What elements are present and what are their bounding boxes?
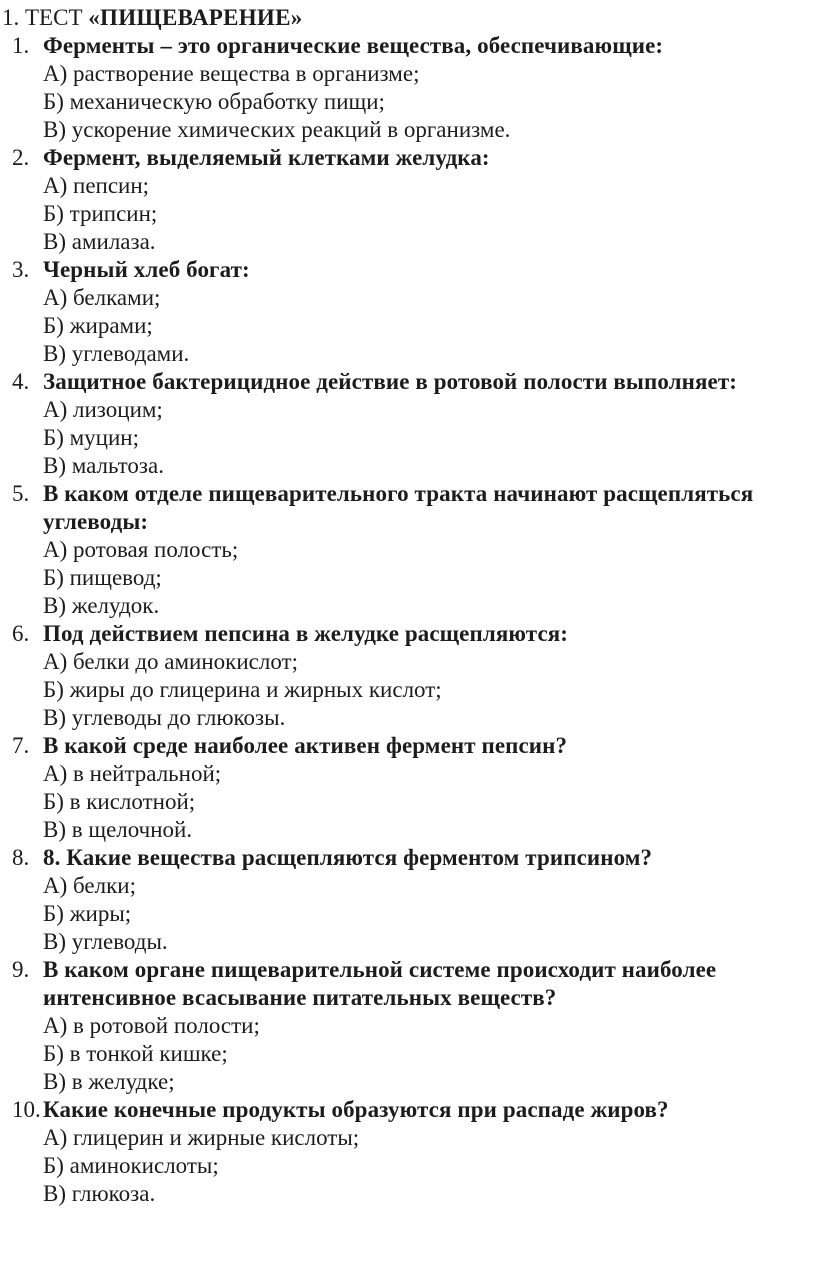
answer-option: Б) трипсин;: [43, 201, 158, 226]
answer-option: В) амилаза.: [43, 229, 156, 254]
answer-option: А) в нейтральной;: [43, 761, 222, 786]
question-number: 1.: [12, 33, 30, 58]
answer-option: Б) пищевод;: [43, 565, 162, 590]
question-text: В каком органе пищеварительной системе происходит наиболее интенсивное всасывание питательных веществ?: [43, 957, 717, 1010]
question-number: 6.: [12, 621, 30, 646]
answer-option: В) глюкоза.: [43, 1181, 156, 1206]
answer-option: В) мальтоза.: [43, 453, 164, 478]
answer-option: Б) жиры;: [43, 901, 132, 926]
question-item: [0, 480, 794, 620]
answer-option: А) белки;: [43, 873, 136, 898]
answer-option: В) ускорение химических реакций в организме.: [43, 117, 511, 142]
question-text: Какие конечные продукты образуются при распаде жиров?: [43, 1097, 669, 1122]
question-item: [0, 844, 794, 956]
question-text: Фермент, выделяемый клетками желудка:: [43, 145, 490, 170]
answer-option: Б) жирами;: [43, 313, 153, 338]
document-title-prefix: 1. ТЕСТ: [2, 5, 89, 30]
question-item: [0, 368, 794, 480]
question-item: [0, 256, 794, 368]
question-body: [43, 480, 794, 620]
question-number: 7.: [12, 733, 30, 758]
answer-option: Б) механическую обработку пищи;: [43, 89, 385, 114]
answer-option: Б) аминокислоты;: [43, 1153, 219, 1178]
question-number: 8.: [12, 845, 30, 870]
answer-option: А) в ротовой полости;: [43, 1013, 260, 1038]
question-body: [43, 32, 794, 144]
answer-option: А) пепсин;: [43, 173, 150, 198]
question-body: [43, 732, 794, 844]
answer-option: А) белки до аминокислот;: [43, 649, 298, 674]
question-number: 9.: [12, 957, 30, 982]
question-number: 5.: [12, 481, 30, 506]
answer-option: Б) в тонкой кишке;: [43, 1041, 228, 1066]
document-title: [0, 4, 794, 32]
answer-option: Б) муцин;: [43, 425, 139, 450]
answer-option: А) глицерин и жирные кислоты;: [43, 1125, 360, 1150]
question-number: 10.: [12, 1097, 41, 1122]
question-body: [43, 368, 794, 480]
answer-option: Б) в кислотной;: [43, 789, 196, 814]
question-item: [0, 144, 794, 256]
question-text: Под действием пепсина в желудке расщепляются:: [43, 621, 569, 646]
answer-option: А) лизоцим;: [43, 397, 163, 422]
question-item: [0, 1096, 794, 1208]
document-title-name: «ПИЩЕВАРЕНИЕ»: [88, 5, 303, 30]
answer-option: В) углеводы.: [43, 929, 168, 954]
question-item: [0, 620, 794, 732]
question-item: [0, 32, 794, 144]
answer-option: А) белками;: [43, 285, 161, 310]
answer-option: В) в желудке;: [43, 1069, 175, 1094]
question-body: [43, 1096, 794, 1208]
question-number: 4.: [12, 369, 30, 394]
question-text: Черный хлеб богат:: [43, 257, 250, 282]
answer-option: А) ротовая полость;: [43, 537, 239, 562]
question-text: 8. Какие вещества расщепляются ферментом трипсином?: [43, 845, 653, 870]
question-body: [43, 844, 794, 956]
question-text: В какой среде наиболее активен фермент пепсин?: [43, 733, 568, 758]
question-number: 2.: [12, 145, 30, 170]
question-text: Защитное бактерицидное действие в ротовой полости выполняет:: [43, 369, 738, 394]
answer-option: А) растворение вещества в организме;: [43, 61, 420, 86]
answer-option: В) в щелочной.: [43, 817, 193, 842]
question-item: [0, 732, 794, 844]
answer-option: В) углеводами.: [43, 341, 190, 366]
answer-option: В) углеводы до глюкозы.: [43, 705, 286, 730]
question-number: 3.: [12, 257, 30, 282]
question-text: В каком отделе пищеварительного тракта начинают расщепляться углеводы:: [43, 481, 754, 534]
question-body: [43, 256, 794, 368]
question-body: [43, 620, 794, 732]
question-item: [0, 956, 794, 1096]
question-body: [43, 956, 794, 1096]
question-text: Ферменты – это органические вещества, обеспечивающие:: [43, 33, 664, 58]
answer-option: В) желудок.: [43, 593, 160, 618]
question-body: [43, 144, 794, 256]
answer-option: Б) жиры до глицерина и жирных кислот;: [43, 677, 442, 702]
